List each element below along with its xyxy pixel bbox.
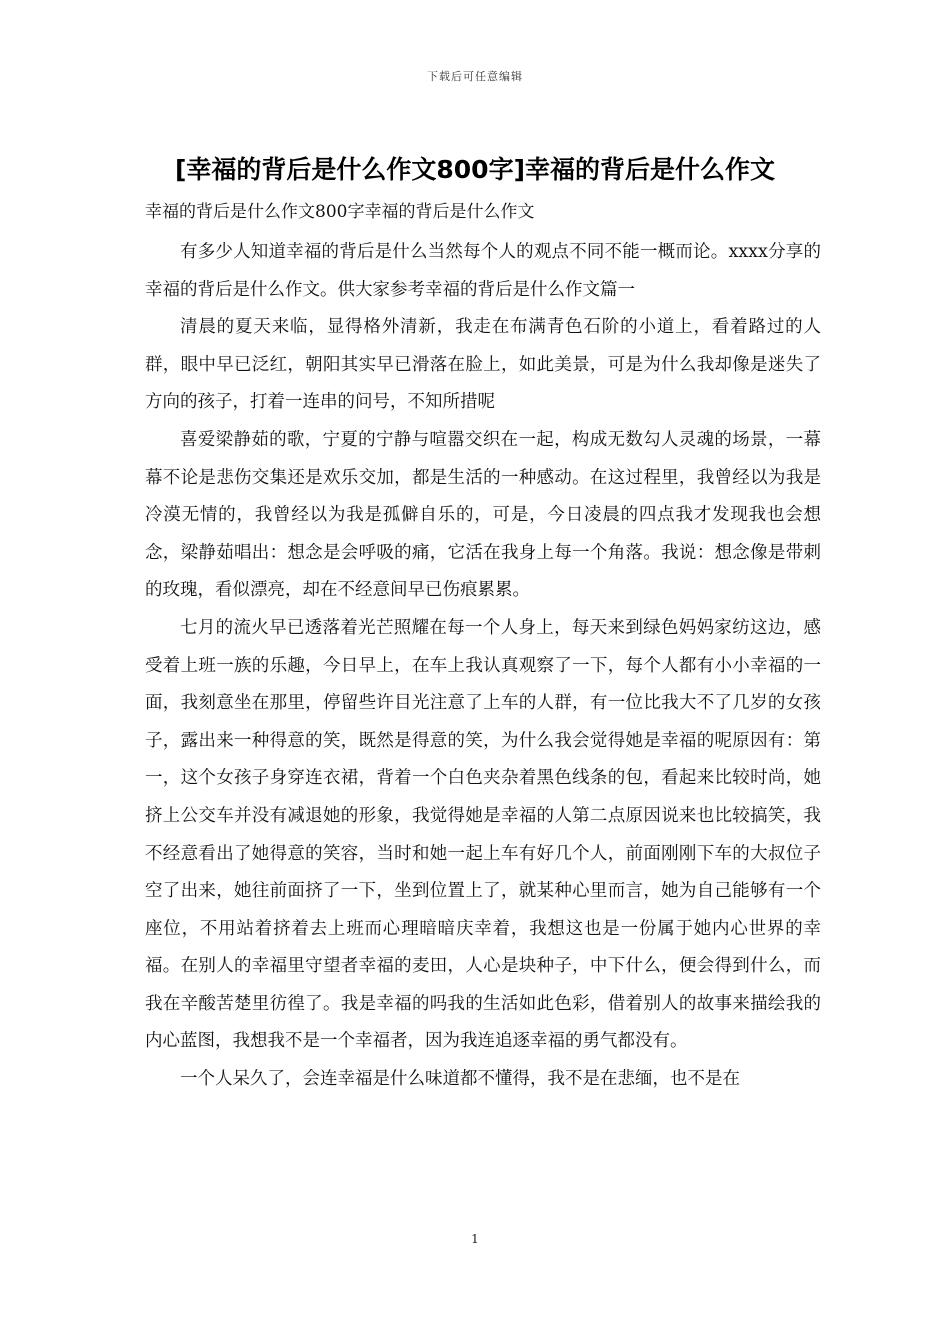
paragraph-morning: 清晨的夏天来临，显得格外清新，我走在布满青色石阶的小道上，看着路过的人群，眼中早已泛红，朝阳其实早已滑落在脸上，如此美景，可是为什么我却像是迷失了方向的孩子，打着一连串的问号，不知所措呢 <box>145 317 821 413</box>
paragraph-song: 喜爱梁静茹的歌，宁夏的宁静与喧嚣交织在一起，构成无数勾人灵魂的场景，一幕幕不论是悲伤交集还是欢乐交加，都是生活的一种感动。在这过程里，我曾经以为我是冷漠无情的，我曾经以为我是孤僻自乐的，可是，今日凌晨的四点我才发现我也会想念，梁静茹唱出：想念是会呼吸的痛，它活在我身上每一个角落。我说：想念像是带刺的玫瑰，看似漂亮，却在不经意间早已伤痕累累。 <box>145 429 821 601</box>
paragraph-bus: 七月的流火早已透落着光芒照耀在每一个人身上，每天来到绿色妈妈家纺这边，感受着上班一族的乐趣，今日早上，在车上我认真观察了一下，每个人都有小小幸福的一面，我刻意坐在那里，停留些许目光注意了上车的人群，有一位比我大不了几岁的女孩子，露出来一种得意的笑，既然是得意的笑，为什么我会觉得她是幸福的呢原因有：第一，这个女孩子身穿连衣裙，背着一个白色夹杂着黑色线条的包，看起来比较时尚，她挤上公交车并没有减退她的形象，我觉得她是幸福的人第二点原因说来也比较搞笑，我不经意看出了她得意的笑容，当时和她一起上车有好几个人，前面刚刚下车的大叔位子空了出来，她往前面挤了一下，坐到位置上了，就某种心里而言，她为自己能够有一个座位，不用站着挤着去上班而心理暗暗庆幸着，我想这也是一份属于她内心世界的幸福。在别人的幸福里守望者幸福的麦田，人心是块种子，中下什么，便会得到什么，而我在辛酸苦楚里彷徨了。我是幸福的吗我的生活如此色彩，借着别人的故事来描绘我的内心蓝图，我想我不是一个幸福者，因为我连追逐幸福的勇气都没有。 <box>145 617 821 1052</box>
document-subtitle: 幸福的背后是什么作文800字幸福的背后是什么作文 <box>145 202 535 222</box>
document-title: [幸福的背后是什么作文800字]幸福的背后是什么作文 <box>174 155 776 184</box>
page-header-note: 下载后可任意编辑 <box>427 70 523 83</box>
paragraph-alone: 一个人呆久了，会连幸福是什么味道都不懂得，我不是在悲缅，也不是在 <box>180 1069 740 1090</box>
paragraph-intro: 有多少人知道幸福的背后是什么当然每个人的观点不同不能一概而论。xxxx分享的幸福的背后是什么作文。供大家参考幸福的背后是什么作文篇一 <box>145 242 821 300</box>
document-body <box>145 234 821 1099</box>
page-number: 1 <box>471 1232 479 1246</box>
